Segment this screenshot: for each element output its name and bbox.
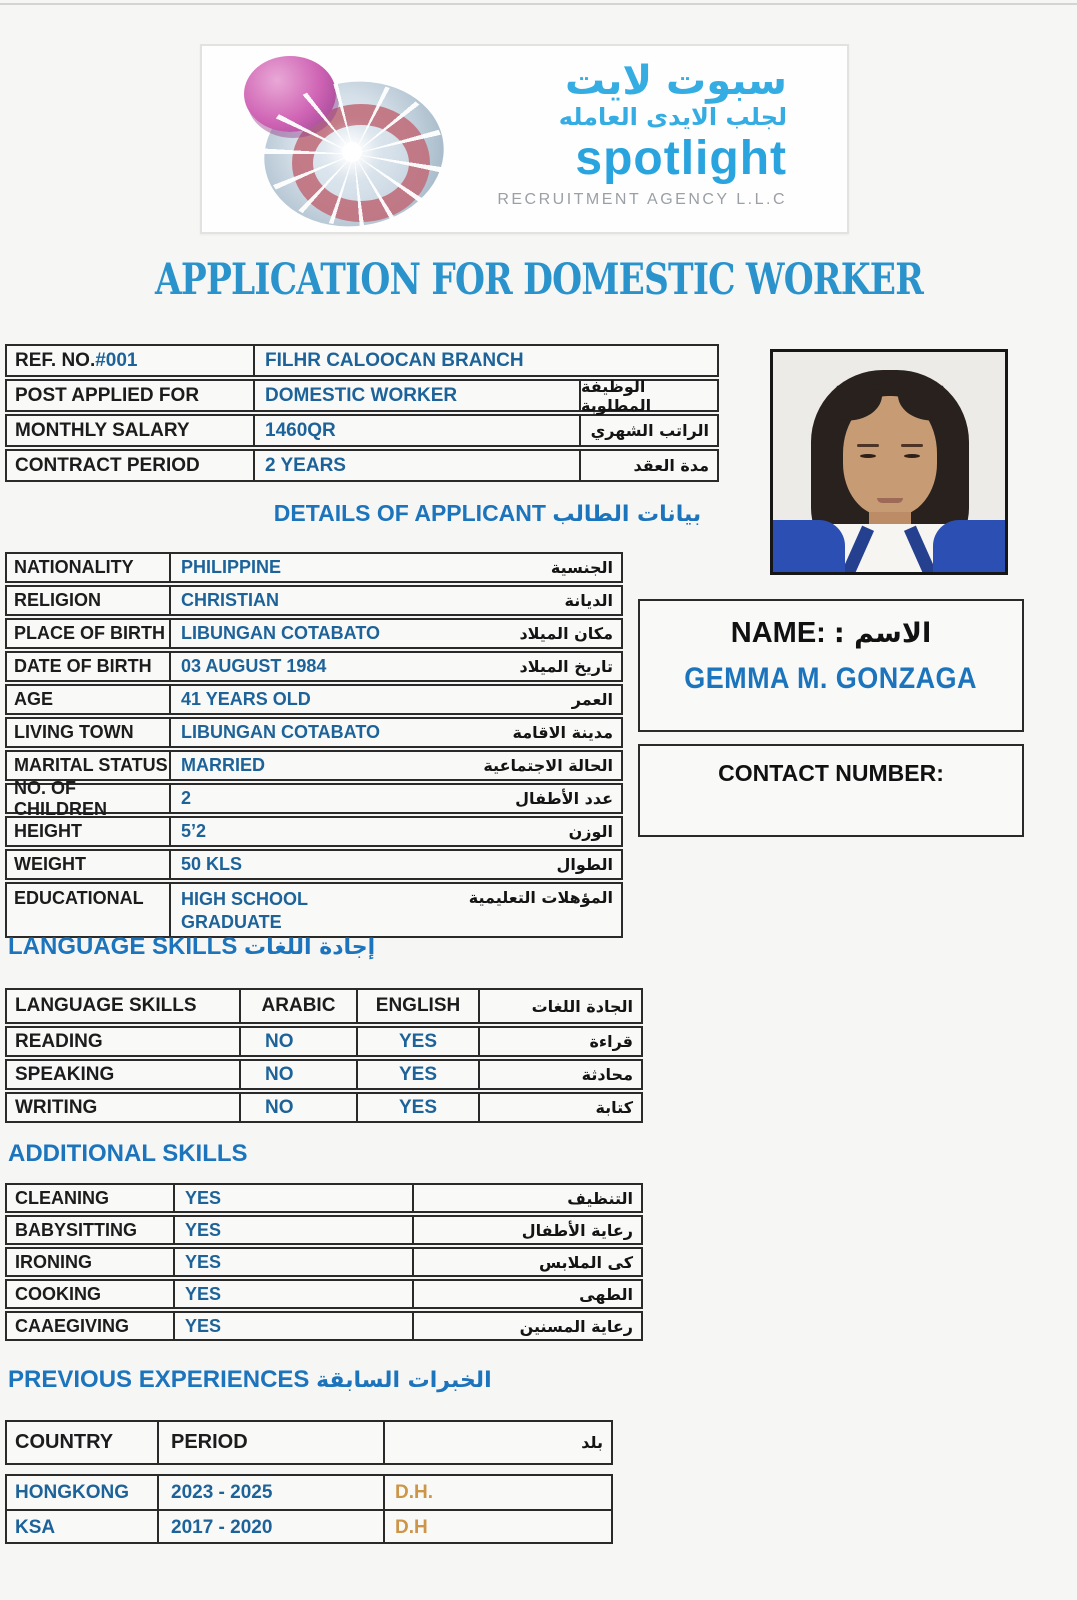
logo-starburst-center [342, 142, 362, 162]
cooking-arabic: الطهى [579, 1284, 633, 1304]
ironing-label: IRONING [15, 1251, 93, 1272]
additional-skills-table [5, 1183, 643, 1343]
educational-label: EDUCATIONAL [14, 888, 144, 908]
living-town-value: LIBUNGAN COTABATO [181, 722, 380, 742]
table-row [5, 1215, 643, 1245]
table-header-row [5, 1420, 613, 1465]
age-value: 41 YEARS OLD [181, 689, 311, 709]
monthly-salary-label: MONTHLY SALARY [15, 419, 190, 441]
experience-country: HONGKONG [15, 1481, 129, 1503]
date-of-birth-value: 03 AUGUST 1984 [181, 656, 327, 676]
table-row [5, 684, 623, 715]
table-row [5, 651, 623, 682]
age-arabic: العمر [571, 690, 613, 709]
table-row [5, 1183, 643, 1213]
additional-skills-heading: ADDITIONAL SKILLS [8, 1140, 248, 1167]
children-arabic: عدد الأطفال [515, 789, 613, 808]
weight-value: 50 KLS [181, 854, 243, 874]
table-row [5, 1026, 643, 1057]
table-row [5, 449, 719, 482]
language-skills-heading-arabic: إجادة اللغات [244, 935, 376, 960]
cleaning-arabic: التنظيف [567, 1188, 633, 1208]
logo-arabic-tagline: لجلب الايدى العامله [558, 103, 787, 131]
cooking-label: COOKING [15, 1283, 102, 1304]
experience-position: D.H [395, 1516, 428, 1538]
marital-status-value: MARRIED [181, 755, 265, 775]
babysitting-label: BABYSITTING [15, 1219, 138, 1240]
date-of-birth-arabic: تاريخ الميلاد [519, 657, 613, 676]
educational-arabic: المؤهلات التعليمية [468, 888, 613, 907]
details-heading: DETAILS OF APPLICANT بيانات الطالب [273, 500, 702, 527]
contact-number-label: CONTACT NUMBER: [718, 760, 944, 786]
speaking-english-value: YES [398, 1063, 438, 1085]
col-country-arabic: بلد [581, 1433, 603, 1452]
nationality-label: NATIONALITY [14, 557, 134, 577]
branch-value: FILHR CALOOCAN BRANCH [265, 349, 524, 371]
experience-period: 2017 - 2020 [171, 1516, 273, 1538]
caregiving-value: YES [185, 1315, 222, 1336]
experience-period: 2023 - 2025 [171, 1481, 273, 1503]
table-row [5, 816, 623, 847]
page-top-divider [0, 3, 1077, 5]
spotlight-disc-icon [226, 52, 456, 226]
contract-period-arabic: مدة العقد [633, 456, 709, 475]
ironing-arabic: كى الملابس [538, 1252, 633, 1272]
header-info-table [5, 344, 719, 484]
table-row [5, 376, 719, 415]
place-of-birth-arabic: مكان الميلاد [519, 624, 613, 643]
table-row [5, 1247, 643, 1277]
reading-arabic-value: NO [265, 1030, 294, 1052]
height-label: HEIGHT [14, 821, 83, 841]
children-label: NO. OF CHILDREN [14, 777, 107, 819]
contact-number-box [638, 744, 1024, 837]
name-label-arabic: : الاسم [833, 618, 932, 649]
writing-arabic-value: NO [265, 1096, 294, 1118]
col-english: ENGLISH [375, 995, 461, 1016]
weight-label: WEIGHT [14, 854, 86, 874]
agency-logo-box [200, 44, 849, 234]
place-of-birth-value: LIBUNGAN COTABATO [181, 623, 380, 643]
col-language-skills: LANGUAGE SKILLS [15, 995, 197, 1016]
table-row [5, 777, 623, 819]
logo-subtitle: RECRUITMENT AGENCY L.L.C [497, 191, 787, 209]
post-applied-arabic: الوظيفة المطلوبة [581, 376, 652, 415]
religion-arabic: الديانة [564, 591, 613, 610]
caregiving-label: CAAEGIVING [15, 1315, 130, 1336]
religion-label: RELIGION [14, 590, 102, 610]
details-heading-arabic: بيانات الطالب [552, 502, 702, 527]
height-arabic: الوزن [568, 822, 613, 841]
previous-experiences-heading-arabic: الخبرات السابقة [316, 1368, 492, 1393]
babysitting-value: YES [185, 1219, 222, 1240]
contract-period-value: 2 YEARS [265, 454, 346, 476]
cleaning-label: CLEANING [15, 1187, 109, 1208]
table-row [5, 717, 623, 748]
reading-label: READING [15, 1030, 103, 1052]
table-header-row [5, 988, 643, 1024]
col-country: COUNTRY [15, 1431, 114, 1453]
post-applied-label: POST APPLIED FOR [15, 384, 200, 406]
living-town-arabic: مدينة الاقامة [512, 723, 613, 742]
speaking-label: SPEAKING [15, 1063, 115, 1085]
nationality-arabic: الجنسية [550, 558, 613, 577]
living-town-label: LIVING TOWN [14, 722, 134, 742]
marital-status-arabic: الحالة الاجتماعية [483, 756, 613, 775]
experience-position: D.H. [395, 1481, 433, 1503]
nationality-value: PHILIPPINE [181, 557, 282, 577]
writing-arabic-text: كتابة [595, 1098, 633, 1117]
experience-rows [5, 1474, 613, 1544]
reading-arabic-text: قراءة [589, 1032, 633, 1051]
speaking-arabic-text: محادثة [581, 1065, 633, 1084]
height-value: 5’2 [181, 821, 207, 841]
table-row [5, 552, 623, 583]
religion-value: CHRISTIAN [181, 590, 279, 610]
name-box [638, 599, 1024, 732]
language-skills-heading: LANGUAGE SKILLS إجادة اللغات [8, 933, 376, 960]
ref-no-label: REF. NO. [15, 349, 96, 371]
marital-status-label: MARITAL STATUS [14, 755, 168, 775]
contract-period-label: CONTRACT PERIOD [15, 454, 200, 476]
table-row [7, 1476, 611, 1509]
monthly-salary-arabic: الراتب الشهري [590, 421, 709, 440]
monthly-salary-value: 1460QR [265, 419, 336, 441]
details-table [5, 552, 623, 940]
table-row [7, 1509, 611, 1542]
previous-experiences-heading: PREVIOUS EXPERIENCES الخبرات السابقة [8, 1366, 492, 1393]
table-row [5, 882, 623, 938]
col-period: PERIOD [171, 1431, 248, 1453]
children-value: 2 [181, 788, 192, 808]
cooking-value: YES [185, 1283, 222, 1304]
weight-arabic: الطوال [556, 855, 613, 874]
post-applied-value: DOMESTIC WORKER [265, 384, 458, 406]
table-row [5, 344, 719, 377]
page-title: APPLICATION FOR DOMESTIC WORKER [154, 255, 923, 305]
table-row [5, 750, 623, 781]
col-arabic: ARABIC [261, 995, 336, 1016]
table-row [5, 618, 623, 649]
col-arabic-title: الجادة اللغات [531, 996, 633, 1016]
date-of-birth-label: DATE OF BIRTH [14, 656, 152, 676]
ref-no-value: #001 [95, 349, 138, 371]
previous-experiences-table [5, 1420, 613, 1544]
place-of-birth-label: PLACE OF BIRTH [14, 623, 165, 643]
writing-label: WRITING [15, 1096, 98, 1118]
table-row [5, 1311, 643, 1341]
table-row [5, 414, 719, 447]
babysitting-arabic: رعاية الأطفال [521, 1220, 633, 1240]
age-label: AGE [14, 689, 54, 709]
logo-text-block [477, 60, 787, 209]
caregiving-arabic: رعاية المسنين [519, 1316, 633, 1336]
table-row [5, 849, 623, 880]
writing-english-value: YES [398, 1096, 438, 1118]
logo-arabic-name: سبوت لايت [564, 58, 787, 104]
table-row [5, 1092, 643, 1123]
ironing-value: YES [185, 1251, 222, 1272]
educational-value: HIGH SCHOOL GRADUATE [181, 889, 308, 932]
cleaning-value: YES [185, 1187, 222, 1208]
logo-brand-name: spotlight [575, 132, 787, 185]
name-label: NAME: : الاسم [730, 617, 932, 649]
experience-country: KSA [15, 1516, 56, 1538]
reading-english-value: YES [398, 1030, 438, 1052]
applicant-photo [770, 349, 1008, 575]
table-row [5, 1059, 643, 1090]
speaking-arabic-value: NO [265, 1063, 294, 1085]
language-skills-table [5, 988, 643, 1125]
applicant-name: GEMMA M. GONZAGA [684, 662, 978, 695]
table-row [5, 585, 623, 616]
table-row [5, 1279, 643, 1309]
